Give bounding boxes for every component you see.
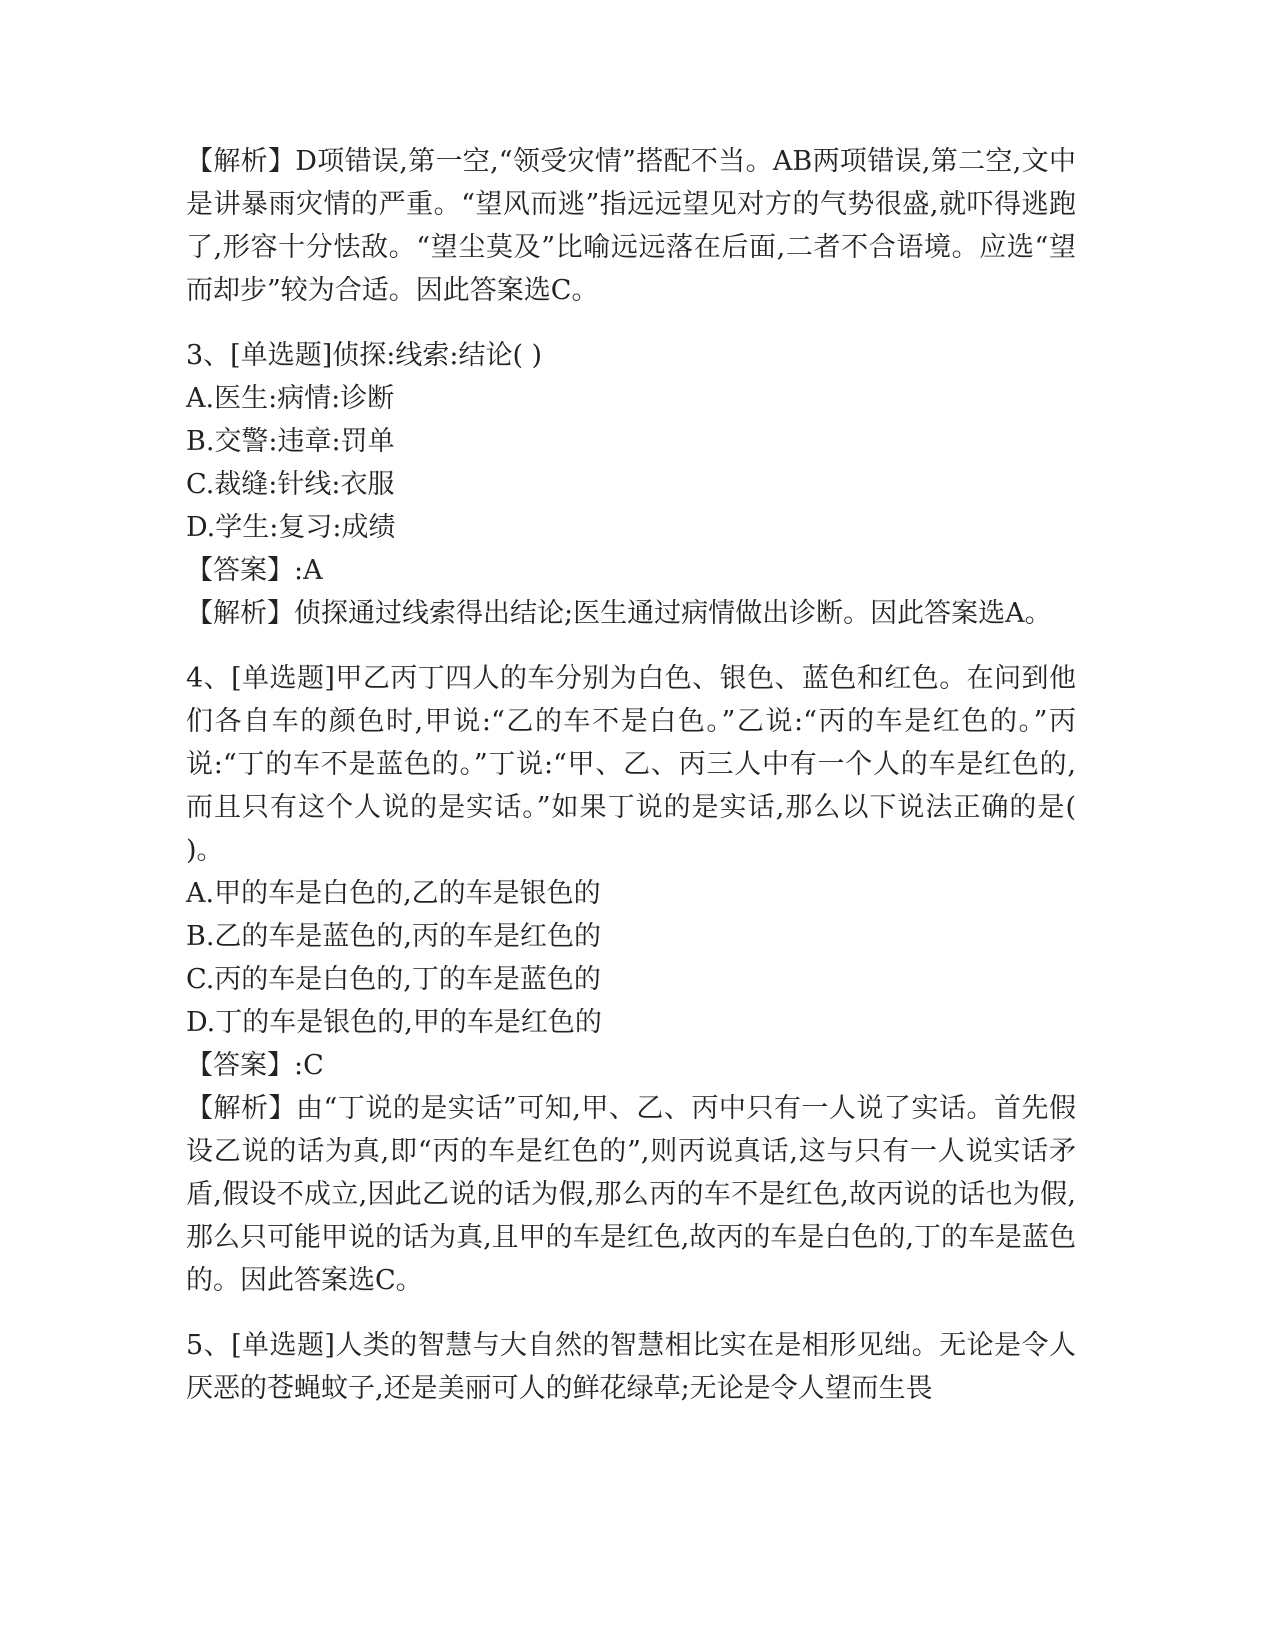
option-d: D.丁的车是银色的,甲的车是红色的 — [186, 1007, 602, 1038]
document-content — [186, 140, 1076, 1432]
analysis-text: 【解析】D项错误,第一空,“领受灾情”搭配不当。AB两项错误,第二空,文中是讲暴雨灾情的严重。“望风而逃”指远远望见对方的气势很盛,就吓得逃跑了,形容十分怯敌。“望尘莫及”比喻远远落在后面,二者不合语境。应选“望而却步”较为合适。因此答案选C。 — [186, 146, 1076, 306]
question-3 — [186, 334, 1076, 635]
option-a: A.医生:病情:诊断 — [186, 383, 395, 414]
question-stem: 5、[单选题]人类的智慧与大自然的智慧相比实在是相形见绌。无论是令人厌恶的苍蝇蚊子,还是美丽可人的鲜花绿草;无论是令人望而生畏 — [186, 1330, 1076, 1404]
answer-text: 【答案】:A — [186, 555, 323, 586]
question-5 — [186, 1324, 1076, 1410]
option-b: B.交警:违章:罚单 — [186, 426, 395, 457]
option-a: A.甲的车是白色的,乙的车是银色的 — [186, 878, 601, 909]
analysis-text: 【解析】由“丁说的是实话”可知,甲、乙、丙中只有一人说了实话。首先假设乙说的话为真,即“丙的车是红色的”,则丙说真话,这与只有一人说实话矛盾,假设不成立,因此乙说的话为假,那么丙的车不是红色,故丙说的话也为假,那么只可能甲说的话为真,且甲的车是红色,故丙的车是白色的,丁的车是蓝色的。因此答案选C。 — [186, 1093, 1076, 1296]
question-2-tail — [186, 140, 1076, 312]
answer-text: 【答案】:C — [186, 1050, 324, 1081]
question-4 — [186, 657, 1076, 1302]
option-d: D.学生:复习:成绩 — [186, 512, 396, 543]
question-stem: 3、[单选题]侦探:线索:结论( ) — [186, 340, 543, 371]
question-stem: 4、[单选题]甲乙丙丁四人的车分别为白色、银色、蓝色和红色。在问到他们各自车的颜色时,甲说:“乙的车不是白色。”乙说:“丙的车是红色的。”丙说:“丁的车不是蓝色的。”丁说:“甲、乙、丙三人中有一个人的车是红色的,而且只有这个人说的是实话。”如果丁说的是实话,那么以下说法正确的是( )。 — [186, 663, 1076, 866]
option-b: B.乙的车是蓝色的,丙的车是红色的 — [186, 921, 602, 952]
option-c: C.丙的车是白色的,丁的车是蓝色的 — [186, 964, 601, 995]
option-c: C.裁缝:针线:衣服 — [186, 469, 395, 500]
analysis-text: 【解析】侦探通过线索得出结论;医生通过病情做出诊断。因此答案选A。 — [186, 598, 1052, 629]
